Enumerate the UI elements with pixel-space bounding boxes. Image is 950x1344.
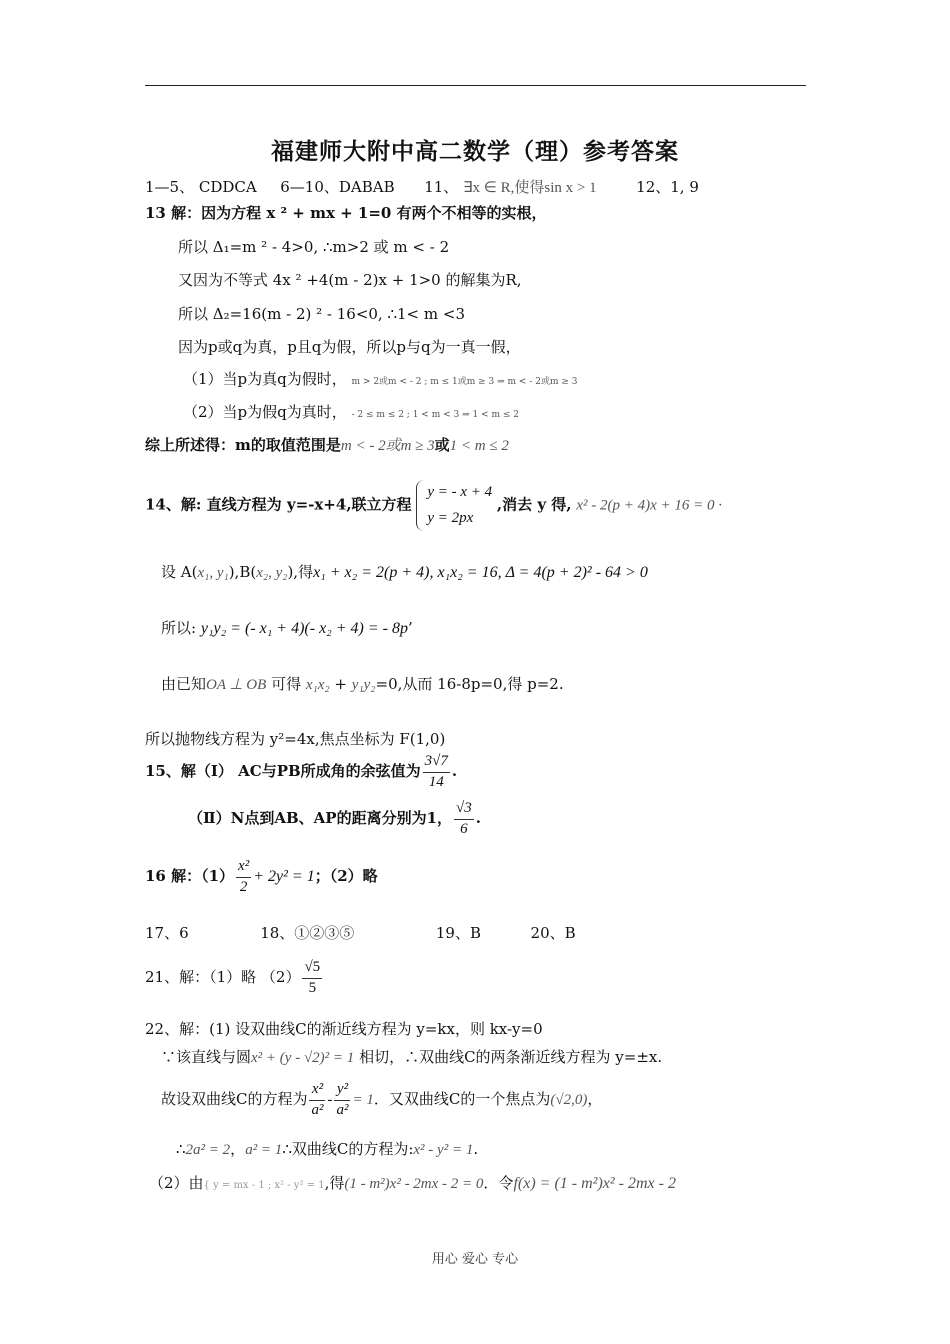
q22-a2: a² = 1 <box>245 1142 283 1158</box>
q13-conclusion <box>145 434 509 455</box>
q14-y-product: y₁y₂ = (- x₁ + 4)(- x₂ + 4) = - 8p <box>200 620 408 637</box>
q22-frac-x <box>309 1080 325 1120</box>
answer-19: 19、B <box>435 924 481 942</box>
q16-den: 2 <box>239 878 248 895</box>
q21-text: 21、解：（1）略 （2） <box>145 968 301 986</box>
q13-line-3: 又因为不等式 4x ² +4(m - 2)x + 1>0 的解集为R, <box>178 271 522 289</box>
q15-den-1: 14 <box>428 773 444 790</box>
q14-l2-c: ),B( <box>228 563 257 581</box>
q22-period: . <box>473 1140 479 1158</box>
q14-l2-a: 设 A( <box>161 563 198 581</box>
q13-conclusion-text: 综上所述得：m的取值范围是 <box>145 436 341 454</box>
q14-line-2 <box>161 561 648 582</box>
q14-quadratic: x² - 2(p + 4)x + 16 = 0 · <box>576 497 722 514</box>
q14-get: 可得 <box>271 675 302 693</box>
q15-part-2: （Ⅱ）N点到AB、AP的距离分别为1， <box>188 809 453 827</box>
q15-line-1 <box>145 752 457 792</box>
q13-line-5: 因为p或q为真，p且q为假，所以p与q为一真一假， <box>178 338 521 356</box>
answers-1-5: 1—5、 CDDCA <box>145 178 257 196</box>
q14-system-eq-1: y = - x + 4 <box>427 484 493 500</box>
q22-therefore: ∴ <box>176 1140 186 1158</box>
q22-line-5 <box>149 1172 676 1193</box>
q22-get: ,得 <box>324 1174 345 1192</box>
q22-tangent-intro: ∵该直线与圆 <box>161 1048 252 1066</box>
q13-case-1-system: m > 2或m < - 2 ; m ≤ 1或m ≥ 3 ⇒ m < - 2或m ≥ 3 <box>351 377 578 387</box>
q15-line-2 <box>188 799 481 839</box>
q22-set-eq: 故设双曲线C的方程为 <box>161 1090 308 1108</box>
q22-system: { y = mx - 1 ; x² - y² = 1 <box>203 1180 325 1191</box>
q14-l3-mark: ’ <box>407 619 413 637</box>
q15-period-2: . <box>475 809 481 827</box>
q13-line-2: 所以 Δ₁=m ² - 4>0, ∴m>2 或 m < - 2 <box>178 238 450 256</box>
q16-fraction <box>236 857 251 897</box>
q14-system-eq-2: y = 2px <box>427 509 474 526</box>
q22-result-text: ∴双曲线C的方程为: <box>282 1140 414 1158</box>
q15-den-2: 6 <box>460 820 468 837</box>
q14-system <box>416 480 492 531</box>
q22-frac-y-den: a² <box>336 1101 349 1118</box>
header-rule <box>145 85 806 86</box>
q14-p-result: =0,从而 16-8p=0,得 p=2. <box>375 675 564 693</box>
q21-num: √5 <box>302 958 322 979</box>
q14-y1y2: y₁y₂ <box>351 677 376 693</box>
q14-vieta: x₁ + x₂ = 2(p + 4), x₁x₂ = 16, Δ = 4(p + 2)² - 64 > 0 <box>313 564 648 581</box>
q14-line-4 <box>161 673 564 694</box>
q14-line-3 <box>161 617 413 638</box>
q16-num: x² <box>236 857 251 878</box>
q22-part-2: （2）由 <box>149 1174 204 1192</box>
q13-case-1-text: （1）当p为真q为假时， <box>183 370 347 388</box>
answer-12: 12、1, 9 <box>636 178 699 196</box>
q22-focus: (√2,0) <box>550 1092 588 1108</box>
q14-line-1 <box>145 480 722 531</box>
q15-fraction-2 <box>454 799 474 839</box>
answer-17: 17、6 <box>145 924 189 942</box>
q22-line-1: 22、解：(1) 设双曲线C的渐近线方程为 y=kx，则 kx-y=0 <box>145 1020 543 1038</box>
q15-num-1: 3√7 <box>423 752 450 773</box>
q15-period-1: . <box>451 762 458 780</box>
q22-line-2 <box>161 1046 662 1067</box>
q22-comma: ， <box>587 1090 603 1108</box>
q22-2a2: 2a² = 2 <box>185 1142 231 1158</box>
answer-18: 18、①②③⑤ <box>260 924 355 942</box>
q21-line <box>145 958 324 998</box>
q22-asymptotes: 相切，∴双曲线C的两条渐近线方程为 y=±x. <box>354 1048 663 1066</box>
q14-given: 由已知 <box>161 675 207 693</box>
q22-comma-2: ， <box>230 1140 246 1158</box>
q15-num-2: √3 <box>454 799 474 820</box>
q14-eliminate: ,消去 y 得, <box>496 495 572 514</box>
q14-x1x2: x₁x₂ <box>305 677 330 693</box>
q22-frac-y-num: y² <box>334 1080 350 1101</box>
q22-hyperbola: x² - y² = 1 <box>413 1142 474 1158</box>
q22-quadratic: (1 - m²)x² - 2mx - 2 = 0 <box>344 1176 484 1192</box>
q22-line-3 <box>161 1080 602 1120</box>
answer-11-expr: ∃x ∈ R,使得sin x > 1 <box>463 180 597 196</box>
q14-so: 所以: <box>161 619 197 637</box>
q22-minus: - <box>327 1092 333 1108</box>
q22-equals-one: = 1 <box>352 1092 374 1108</box>
q13-range-1: m < - 2或m ≥ 3 <box>340 438 435 454</box>
answers-1-12 <box>145 176 699 197</box>
q21-fraction <box>302 958 322 998</box>
q13-case-2-text: （2）当p为假q为真时， <box>183 403 347 421</box>
q22-circle: x² + (y - √2)² = 1 <box>251 1050 355 1066</box>
q21-den: 5 <box>308 979 317 996</box>
q15-part-1: 15、解（Ⅰ） AC与PB所成角的余弦值为 <box>145 762 421 780</box>
q16-label: 16 解：（1） <box>145 867 235 885</box>
answers-17-20 <box>145 922 576 943</box>
answer-20: 20、B <box>530 924 576 942</box>
q22-let: ．令 <box>483 1174 514 1192</box>
answer-11-label: 11、 <box>424 178 459 196</box>
q16-equation: + 2y² = 1 <box>253 868 315 885</box>
q13-case-1 <box>183 368 578 389</box>
q13-line-4: 所以 Δ₂=16(m - 2) ² - 16<0, ∴1< m <3 <box>178 305 465 323</box>
q14-perp: OA ⊥ OB <box>206 677 267 693</box>
q22-frac-x-den: a² <box>311 1101 324 1118</box>
q22-frac-x-num: x² <box>309 1080 325 1101</box>
q13-case-2 <box>183 401 519 422</box>
q22-focus-text: ．又双曲线C的一个焦点为 <box>373 1090 551 1108</box>
q14-heading: 14、解: 直线方程为 y=-x+4,联立方程 <box>145 495 412 514</box>
q14-point-b: x₂, y₂ <box>256 565 288 581</box>
page-footer: 用心 爱心 专心 <box>431 1252 519 1267</box>
q22-line-4 <box>176 1138 478 1159</box>
q13-or: 或 <box>434 436 450 454</box>
q14-plus: + <box>334 675 347 693</box>
q16-part-2: ；（2）略 <box>314 867 378 885</box>
q13-case-2-system: - 2 ≤ m ≤ 2 ; 1 < m < 3 ⇒ 1 < m ≤ 2 <box>351 410 519 420</box>
page-title: 福建师大附中高二数学（理）参考答案 <box>271 138 679 165</box>
q14-l2-e: ),得 <box>287 563 314 581</box>
q22-function: f(x) = (1 - m²)x² - 2mx - 2 <box>513 1175 676 1192</box>
q13-range-2: 1 < m ≤ 2 <box>449 438 509 454</box>
q14-line-5: 所以抛物线方程为 y²=4x,焦点坐标为 F(1,0) <box>145 730 446 748</box>
q22-frac-y <box>334 1080 350 1120</box>
q15-fraction-1 <box>423 752 450 792</box>
answers-6-10: 6—10、DABAB <box>280 178 395 196</box>
q13-heading: 13 解：因为方程 x ² + mx + 1=0 有两个不相等的实根， <box>145 204 547 222</box>
q16-line <box>145 857 378 897</box>
q14-point-a: x₁, y₁ <box>197 565 229 581</box>
